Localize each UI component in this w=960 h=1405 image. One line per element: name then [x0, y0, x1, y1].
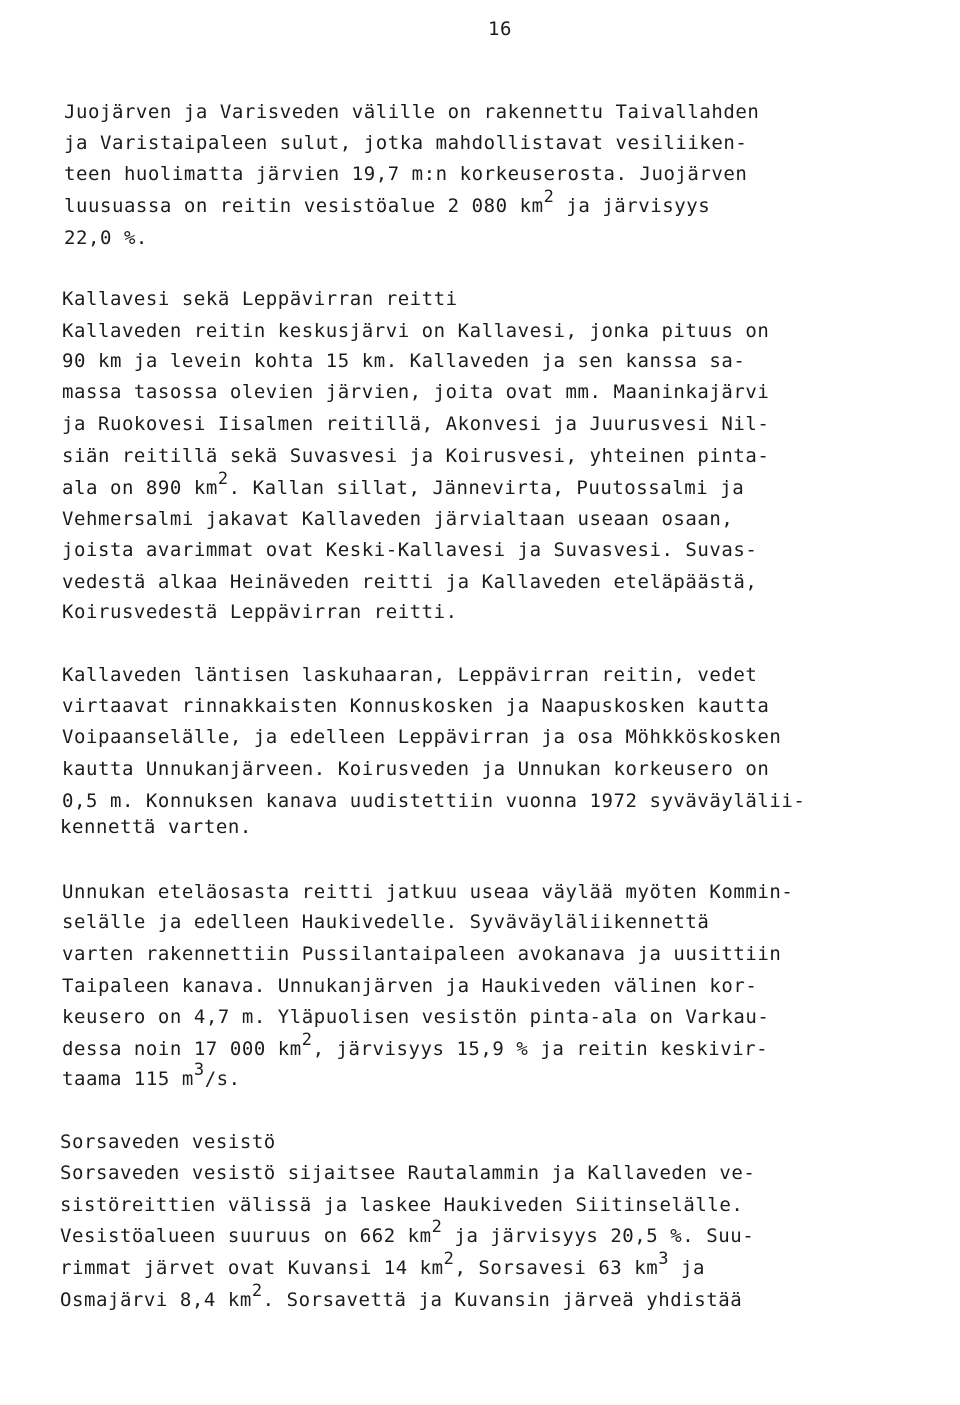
text-segment: . Sorsavettä ja Kuvansin järveä yhdistää: [262, 1289, 743, 1311]
superscript: 3: [658, 1249, 670, 1269]
text-segment: Vesistöalueen suuruus on 662 km: [60, 1225, 432, 1247]
text-line: [62, 1005, 769, 1029]
text-line: [60, 1130, 276, 1154]
text-line: [60, 1281, 743, 1313]
text-line: [60, 815, 252, 839]
text-segment: ja Varistaipaleen sulut, jotka mahdollistavat vesiliiken-: [64, 132, 748, 154]
text-segment: Juojärven ja Varisveden välille on rakennettu Taivallahden: [64, 101, 760, 123]
text-line: [62, 880, 793, 904]
text-line: [62, 694, 769, 718]
text-segment: selälle ja edelleen Haukivedelle. Syväväyläliikennettä: [62, 911, 710, 933]
superscript: 3: [193, 1060, 205, 1080]
text-segment: Sorsaveden vesistö sijaitsee Rautalammin ja Kallaveden ve-: [60, 1162, 756, 1184]
text-segment: Koirusvedestä Leppävirran reitti.: [62, 601, 458, 623]
text-line: [64, 100, 759, 124]
superscript: 2: [301, 1030, 313, 1050]
text-segment: /s.: [204, 1068, 241, 1090]
text-line: [62, 910, 709, 934]
text-segment: ala on 890 km: [62, 477, 218, 499]
text-line: [62, 789, 805, 813]
text-line: [62, 469, 745, 501]
text-line: [64, 226, 148, 250]
text-segment: keusero on 4,7 m. Yläpuolisen vesistön pinta-ala on Varkau-: [62, 1006, 770, 1028]
text-line: [62, 725, 781, 749]
text-segment: . Kallan sillat, Jännevirta, Puutossalmi ja: [228, 477, 745, 499]
text-segment: 22,0 %.: [64, 227, 148, 249]
text-segment: virtaavat rinnakkaisten Konnuskosken ja Naapuskosken kautta: [62, 695, 770, 717]
text-segment: , Sorsavesi 63 km: [454, 1257, 659, 1279]
text-segment: 0,5 m. Konnuksen kanava uudistettiin vuonna 1972 syväväylälii-: [62, 790, 806, 812]
text-line: [62, 507, 733, 531]
text-line: [60, 1193, 743, 1217]
text-line: [62, 1030, 769, 1062]
text-line: [62, 663, 757, 687]
text-segment: kautta Unnukanjärveen. Koirusveden ja Unnukan korkeusero on: [62, 758, 770, 780]
text-segment: sistöreittien välissä ja laskee Haukiveden Siitinselälle.: [60, 1194, 744, 1216]
text-line: [62, 538, 757, 562]
text-segment: 90 km ja levein kohta 15 km. Kallaveden ja sen kanssa sa-: [62, 350, 746, 372]
text-line: [64, 131, 747, 155]
text-line: [62, 319, 769, 343]
superscript: 2: [431, 1217, 443, 1237]
text-line: [62, 380, 769, 404]
text-line: [62, 349, 745, 373]
text-segment: , järvisyys 15,9 % ja reitin keskivir-: [312, 1038, 769, 1060]
text-line: [62, 412, 769, 436]
text-segment: rimmat järvet ovat Kuvansi 14 km: [60, 1257, 444, 1279]
page-number: 16: [488, 18, 512, 40]
text-line: [62, 974, 757, 998]
text-segment: Taipaleen kanava. Unnukanjärven ja Haukiveden välinen kor-: [62, 975, 758, 997]
text-line: [64, 187, 711, 219]
text-segment: joista avarimmat ovat Keski-Kallavesi ja Suvasvesi. Suvas-: [62, 539, 758, 561]
text-segment: ja: [669, 1257, 706, 1279]
superscript: 2: [543, 187, 555, 207]
text-line: [62, 942, 781, 966]
text-segment: Kallaveden läntisen laskuhaaran, Leppävirran reitin, vedet: [62, 664, 758, 686]
text-segment: vedestä alkaa Heinäveden reitti ja Kallaveden eteläpäästä,: [62, 571, 758, 593]
text-segment: Vehmersalmi jakavat Kallaveden järvialtaan useaan osaan,: [62, 508, 734, 530]
text-line: [60, 1217, 755, 1249]
superscript: 2: [217, 469, 229, 489]
text-line: [62, 600, 458, 624]
text-segment: siän reitillä sekä Suvasvesi ja Koirusvesi, yhteinen pinta-: [62, 445, 770, 467]
text-line: [62, 1060, 241, 1092]
text-segment: Kallaveden reitin keskusjärvi on Kallavesi, jonka pituus on: [62, 320, 770, 342]
text-segment: dessa noin 17 000 km: [62, 1038, 302, 1060]
text-line: [62, 757, 769, 781]
text-segment: massa tasossa olevien järvien, joita ovat mm. Maaninkajärvi: [62, 381, 770, 403]
text-segment: Unnukan eteläosasta reitti jatkuu useaa väylää myöten Kommin-: [62, 881, 794, 903]
text-line: [60, 1161, 755, 1185]
text-segment: Kallavesi sekä Leppävirran reitti: [62, 288, 458, 310]
text-segment: teen huolimatta järvien 19,7 m:n korkeuserosta. Juojärven: [64, 163, 748, 185]
text-segment: varten rakennettiin Pussilantaipaleen avokanava ja uusittiin: [62, 943, 782, 965]
text-segment: Voipaanselälle, ja edelleen Leppävirran ja osa Möhkköskosken: [62, 726, 782, 748]
text-segment: luusuassa on reitin vesistöalue 2 080 km: [64, 195, 544, 217]
text-segment: ja järvisyys 20,5 %. Suu-: [442, 1225, 755, 1247]
text-line: [62, 444, 769, 468]
text-segment: ja Ruokovesi Iisalmen reitillä, Akonvesi ja Juurusvesi Nil-: [62, 413, 770, 435]
text-line: [62, 287, 458, 311]
text-line: [62, 570, 757, 594]
text-line: [64, 162, 747, 186]
text-segment: ja järvisyys: [554, 195, 711, 217]
superscript: 2: [443, 1249, 455, 1269]
superscript: 2: [251, 1281, 263, 1301]
text-segment: Sorsaveden vesistö: [60, 1131, 276, 1153]
text-segment: kennettä varten.: [60, 816, 252, 838]
text-segment: Osmajärvi 8,4 km: [60, 1289, 252, 1311]
text-segment: taama 115 m: [62, 1068, 194, 1090]
text-line: [60, 1249, 706, 1281]
